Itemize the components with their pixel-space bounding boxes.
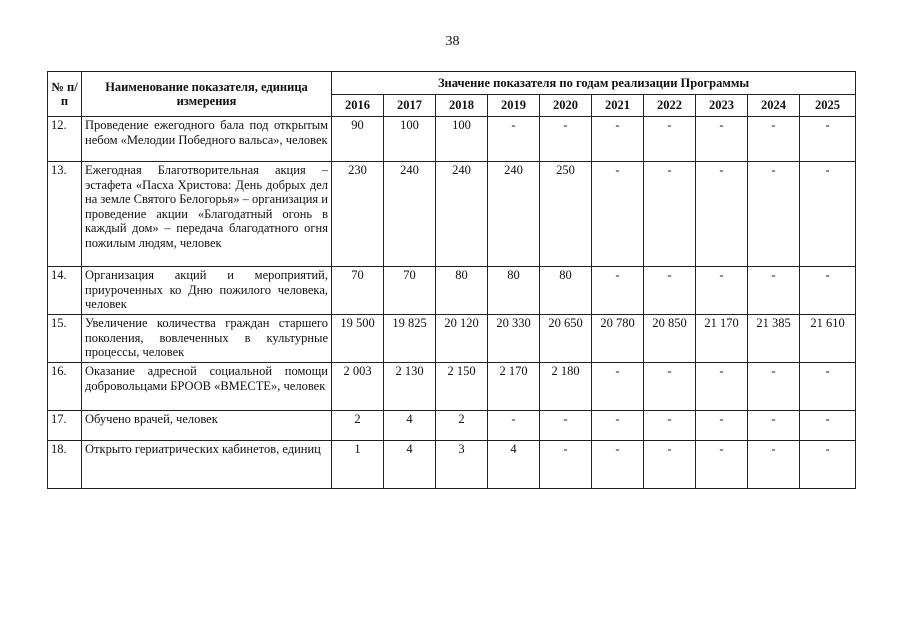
row-number: 13. bbox=[48, 162, 82, 267]
indicator-value: 70 bbox=[332, 267, 384, 315]
column-header-year: 2025 bbox=[800, 95, 856, 117]
indicator-value: 240 bbox=[384, 162, 436, 267]
indicator-value: 4 bbox=[488, 441, 540, 489]
indicator-value: - bbox=[800, 441, 856, 489]
indicator-value: 1 bbox=[332, 441, 384, 489]
indicator-value: - bbox=[800, 117, 856, 162]
indicator-value: 2 130 bbox=[384, 363, 436, 411]
indicator-name: Обучено врачей, человек bbox=[82, 411, 332, 441]
column-header-year: 2016 bbox=[332, 95, 384, 117]
table-row bbox=[48, 411, 856, 441]
indicator-name: Организация акций и мероприятий, приуроченных ко Дню пожилого человека, человек bbox=[82, 267, 332, 315]
indicator-value: - bbox=[540, 411, 592, 441]
indicator-value: 4 bbox=[384, 441, 436, 489]
indicator-value: 230 bbox=[332, 162, 384, 267]
indicator-value: - bbox=[696, 117, 748, 162]
indicator-value: - bbox=[748, 267, 800, 315]
indicator-value: - bbox=[592, 117, 644, 162]
row-number: 17. bbox=[48, 411, 82, 441]
indicator-value: 20 330 bbox=[488, 315, 540, 363]
row-number: 14. bbox=[48, 267, 82, 315]
table-row bbox=[48, 267, 856, 315]
indicator-value: - bbox=[488, 117, 540, 162]
indicator-value: - bbox=[696, 267, 748, 315]
indicator-value: 21 610 bbox=[800, 315, 856, 363]
indicator-value: 3 bbox=[436, 441, 488, 489]
indicator-value: - bbox=[748, 441, 800, 489]
indicator-value: - bbox=[540, 441, 592, 489]
indicator-value: 20 850 bbox=[644, 315, 696, 363]
row-number: 16. bbox=[48, 363, 82, 411]
indicator-value: - bbox=[800, 267, 856, 315]
indicator-value: 80 bbox=[436, 267, 488, 315]
column-header-year: 2023 bbox=[696, 95, 748, 117]
column-header-name: Наименование показателя, единица измерения bbox=[82, 72, 332, 117]
indicator-value: - bbox=[592, 267, 644, 315]
indicator-value: - bbox=[488, 411, 540, 441]
indicator-value: - bbox=[748, 162, 800, 267]
page-number: 38 bbox=[445, 34, 460, 49]
indicator-value: 250 bbox=[540, 162, 592, 267]
column-header-year: 2022 bbox=[644, 95, 696, 117]
indicator-value: 2 bbox=[436, 411, 488, 441]
column-header-year: 2019 bbox=[488, 95, 540, 117]
row-number: 12. bbox=[48, 117, 82, 162]
indicator-value: - bbox=[540, 117, 592, 162]
column-header-group: Значение показателя по годам реализации Программы bbox=[332, 72, 856, 95]
indicator-name: Увеличение количества граждан старшего поколения, вовлеченных в культурные процессы, человек bbox=[82, 315, 332, 363]
indicator-value: - bbox=[748, 117, 800, 162]
indicator-name: Проведение ежегодного бала под открытым небом «Мелодии Победного вальса», человек bbox=[82, 117, 332, 162]
indicator-value: 2 150 bbox=[436, 363, 488, 411]
indicator-value: 100 bbox=[436, 117, 488, 162]
indicator-value: 240 bbox=[436, 162, 488, 267]
indicator-value: 2 bbox=[332, 411, 384, 441]
indicator-value: 20 780 bbox=[592, 315, 644, 363]
indicator-value: - bbox=[592, 441, 644, 489]
indicator-value: 90 bbox=[332, 117, 384, 162]
indicator-value: 19 825 bbox=[384, 315, 436, 363]
indicator-name: Ежегодная Благотворительная акция – эстафета «Пасха Христова: День добрых дел на земле Святого Белогорья» – организация и проведение акции «Благодатный огонь в каждый дом» – передача благодатного огня пожилым людям, человек bbox=[82, 162, 332, 267]
column-header-year: 2024 bbox=[748, 95, 800, 117]
column-header-year: 2017 bbox=[384, 95, 436, 117]
indicator-value: - bbox=[748, 363, 800, 411]
column-header-year: 2021 bbox=[592, 95, 644, 117]
column-header-number: № п/п bbox=[48, 72, 82, 117]
indicator-value: - bbox=[644, 117, 696, 162]
indicator-value: - bbox=[696, 363, 748, 411]
indicator-value: - bbox=[592, 363, 644, 411]
indicator-value: - bbox=[696, 441, 748, 489]
indicator-value: - bbox=[696, 162, 748, 267]
table-row bbox=[48, 162, 856, 267]
indicator-value: 4 bbox=[384, 411, 436, 441]
indicator-value: 2 170 bbox=[488, 363, 540, 411]
indicator-value: 80 bbox=[540, 267, 592, 315]
indicator-value: - bbox=[696, 411, 748, 441]
indicator-value: 19 500 bbox=[332, 315, 384, 363]
indicator-name: Открыто гериатрических кабинетов, единиц bbox=[82, 441, 332, 489]
row-number: 18. bbox=[48, 441, 82, 489]
indicator-value: 2 180 bbox=[540, 363, 592, 411]
indicator-value: - bbox=[644, 363, 696, 411]
column-header-year: 2020 bbox=[540, 95, 592, 117]
indicator-value: - bbox=[644, 411, 696, 441]
row-number: 15. bbox=[48, 315, 82, 363]
indicator-value: 80 bbox=[488, 267, 540, 315]
indicator-value: 240 bbox=[488, 162, 540, 267]
indicator-name: Оказание адресной социальной помощи добровольцами БРООВ «ВМЕСТЕ», человек bbox=[82, 363, 332, 411]
table-row bbox=[48, 117, 856, 162]
indicator-value: 20 120 bbox=[436, 315, 488, 363]
indicator-value: - bbox=[644, 162, 696, 267]
table-row bbox=[48, 441, 856, 489]
indicator-value: - bbox=[800, 411, 856, 441]
indicator-value: 2 003 bbox=[332, 363, 384, 411]
indicator-value: 21 385 bbox=[748, 315, 800, 363]
indicator-value: - bbox=[592, 411, 644, 441]
indicator-value: - bbox=[644, 267, 696, 315]
indicator-value: 21 170 bbox=[696, 315, 748, 363]
indicator-value: 70 bbox=[384, 267, 436, 315]
indicator-value: - bbox=[644, 441, 696, 489]
indicator-value: - bbox=[748, 411, 800, 441]
indicators-table bbox=[47, 71, 856, 489]
table-row bbox=[48, 363, 856, 411]
indicator-value: 100 bbox=[384, 117, 436, 162]
indicator-value: 20 650 bbox=[540, 315, 592, 363]
table-row bbox=[48, 315, 856, 363]
indicator-value: - bbox=[800, 162, 856, 267]
indicator-value: - bbox=[800, 363, 856, 411]
column-header-year: 2018 bbox=[436, 95, 488, 117]
indicator-value: - bbox=[592, 162, 644, 267]
